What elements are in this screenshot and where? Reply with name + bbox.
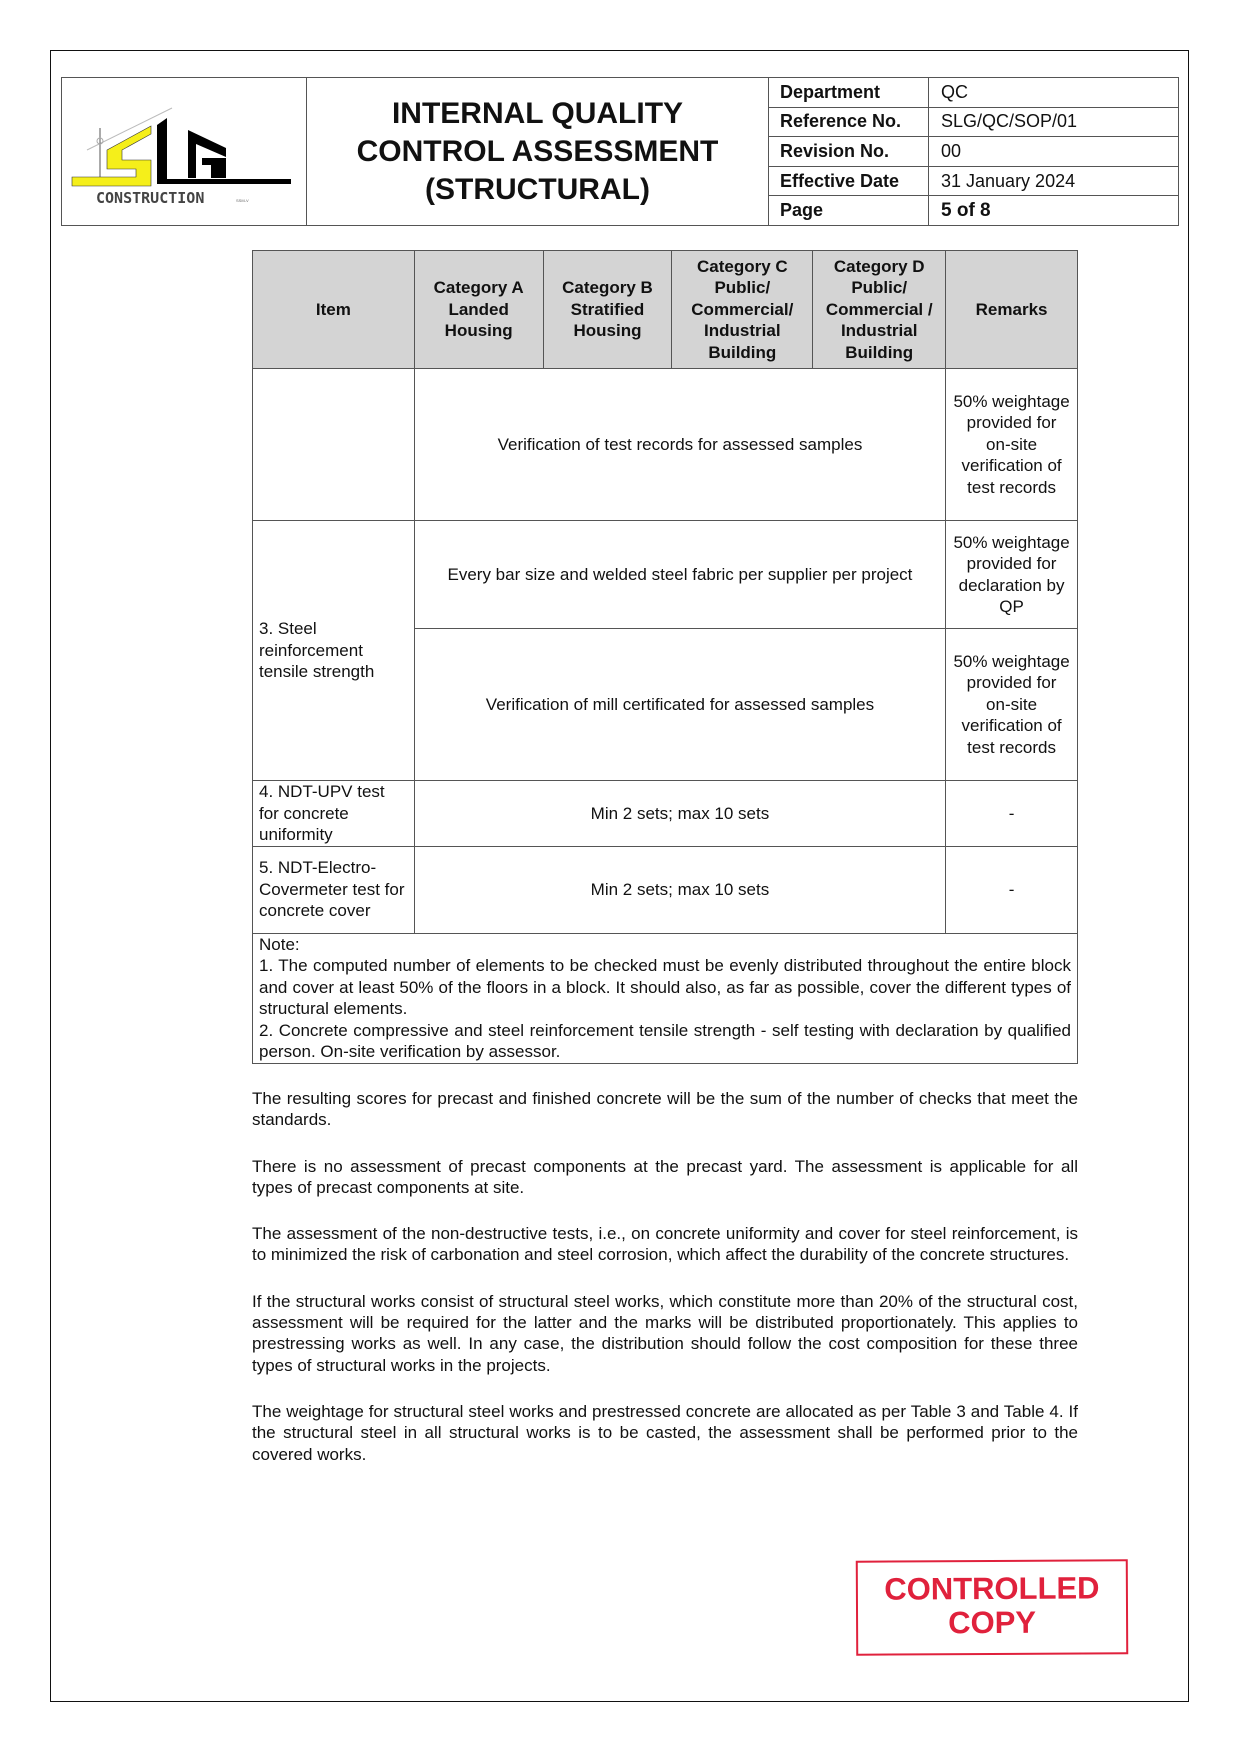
slg-construction-logo-icon (62, 78, 306, 224)
column-header-category-d: Category D Public/ Commercial / Industrial Building (813, 251, 946, 369)
body-text (252, 1088, 1078, 1490)
table-note-row (253, 933, 1078, 1063)
title-line-1: INTERNAL QUALITY (391, 96, 684, 130)
item-cell: 3. Steel reinforcement tensile strength (253, 521, 415, 781)
meta-row-page (769, 196, 1178, 225)
meta-row-revision (769, 137, 1178, 167)
remarks-cell: 50% weightage provided for on-site verification of test records (946, 629, 1078, 781)
document-header (61, 77, 1179, 226)
requirement-cell: Min 2 sets; max 10 sets (414, 781, 945, 847)
document-meta-table (769, 78, 1178, 225)
assessment-table (252, 250, 1078, 1064)
note-heading: Note: (259, 934, 300, 954)
requirement-cell: Every bar size and welded steel fabric per supplier per project (414, 521, 945, 629)
meta-row-reference (769, 108, 1178, 138)
requirement-cell: Verification of test records for assessed samples (414, 369, 945, 521)
table-row (253, 846, 1078, 933)
remarks-cell: 50% weightage provided for declaration by QP (946, 521, 1078, 629)
column-header-category-c: Category C Public/ Commercial/ Industrial Building (672, 251, 813, 369)
meta-label: Page (769, 196, 929, 225)
column-header-category-b: Category B Stratified Housing (543, 251, 672, 369)
note-item-2: 2. Concrete compressive and steel reinforcement tensile strength - self testing with declaration by qualified person. On-site verification by assessor. (259, 1020, 1071, 1061)
remarks-cell: 50% weightage provided for on-site verification of test records (946, 369, 1078, 521)
company-logo (62, 78, 307, 225)
requirement-cell: Verification of mill certificated for assessed samples (414, 629, 945, 781)
meta-label: Effective Date (769, 167, 929, 196)
column-header-remarks: Remarks (946, 251, 1078, 369)
meta-label: Reference No. (769, 108, 929, 137)
remarks-cell: - (946, 781, 1078, 847)
meta-row-effective-date (769, 167, 1178, 197)
item-cell: 4. NDT-UPV test for concrete uniformity (253, 781, 415, 847)
title-line-3: (STRUCTURAL) (425, 172, 650, 206)
meta-label: Department (769, 78, 929, 107)
meta-value: SLG/QC/SOP/01 (941, 111, 1078, 132)
meta-value: 00 (941, 140, 962, 161)
paragraph: The weightage for structural steel works and prestressed concrete are allocated as per Table 3 and Table 4. If the structural steel in all structural works is to be casted, the assessment shall be performed prior to the covered works. (252, 1401, 1078, 1464)
remarks-cell: - (946, 846, 1078, 933)
paragraph: The assessment of the non-destructive tests, i.e., on concrete uniformity and cover for steel reinforcement, is to minimized the risk of carbonation and steel corrosion, which affect the durability of the concrete structures. (252, 1224, 1078, 1265)
table-row (253, 781, 1078, 847)
meta-value: 31 January 2024 (941, 170, 1076, 191)
meta-row-department (769, 78, 1178, 108)
svg-text:SSM-V: SSM-V (236, 198, 249, 203)
document-title (307, 78, 769, 225)
column-header-category-a: Category A Landed Housing (414, 251, 543, 369)
controlled-copy-stamp (856, 1559, 1128, 1655)
stamp-line-1: CONTROLLED (884, 1570, 1100, 1607)
table-note (253, 933, 1078, 1063)
table-row (253, 369, 1078, 521)
requirement-cell: Min 2 sets; max 10 sets (414, 846, 945, 933)
title-line-2: CONTROL ASSESSMENT (356, 134, 719, 168)
page-number: 5 of 8 (941, 199, 991, 221)
item-cell (253, 369, 415, 521)
item-cell: 5. NDT-Electro-Covermeter test for concrete cover (253, 846, 415, 933)
paragraph: There is no assessment of precast components at the precast yard. The assessment is applicable for all types of precast components at site. (252, 1156, 1078, 1197)
svg-text:CONSTRUCTION: CONSTRUCTION (96, 189, 205, 207)
meta-value: QC (941, 81, 968, 102)
note-item-1: 1. The computed number of elements to be checked must be evenly distributed throughout the entire block and cover at least 50% of the floors in a block. It should also, as far as possible, cover the different types of structural elements. (259, 956, 1071, 1018)
paragraph: If the structural works consist of structural steel works, which constitute more than 20% of the structural cost, assessment will be required for the latter and the marks will be distributed proportionately. This applies to prestressing works as well. In any case, the distribution should follow the cost composition for these three types of structural works in the projects. (252, 1291, 1078, 1375)
table-row (253, 521, 1078, 629)
column-header-item: Item (253, 251, 415, 369)
paragraph: The resulting scores for precast and finished concrete will be the sum of the number of checks that meet the standards. (252, 1089, 1078, 1130)
stamp-line-2: COPY (948, 1604, 1037, 1641)
table-header-row (253, 251, 1078, 369)
meta-label: Revision No. (769, 137, 929, 166)
